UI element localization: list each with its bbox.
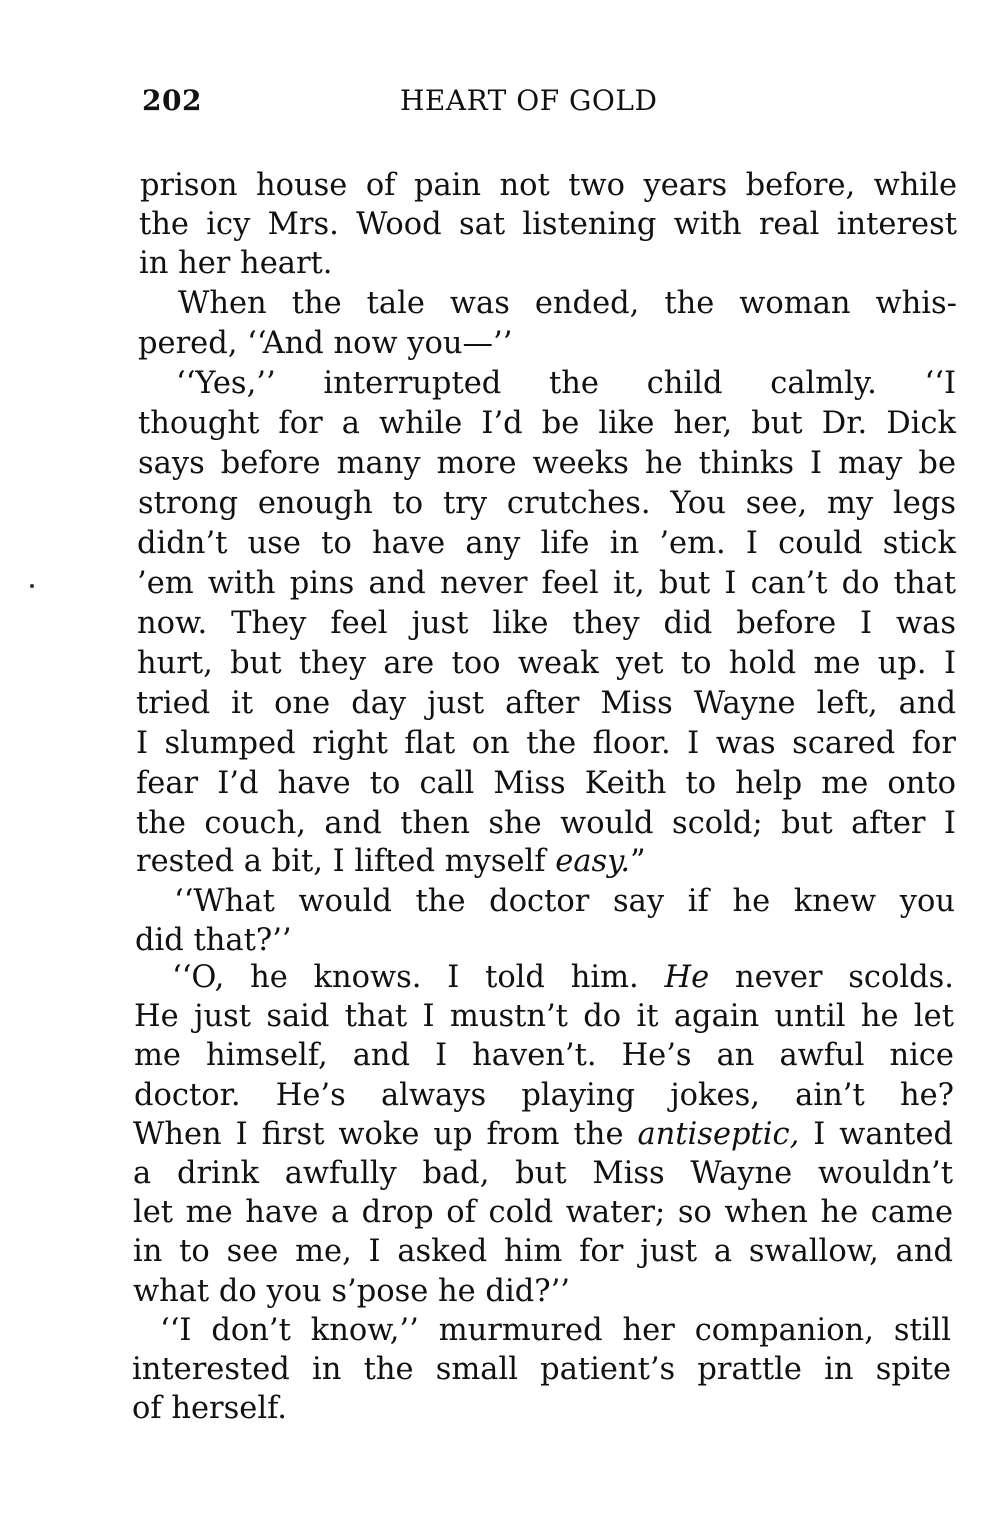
text-line: a drink awfully bad, but Miss Wayne wouldn’t — [133, 1156, 953, 1191]
text-line: fear I’d have to call Miss Keith to help me onto — [136, 766, 956, 801]
text-run: When I first woke up from the — [133, 1117, 638, 1152]
text-line: of herself. — [132, 1391, 287, 1426]
text-line: in her heart. — [139, 246, 333, 281]
text-line: tried it one day just after Miss Wayne left, and — [136, 686, 956, 721]
text-line: didn’t use to have any life in ’em. I could stick — [137, 526, 956, 561]
italic-text: antiseptic, — [637, 1117, 800, 1152]
text-run: never scolds. — [709, 960, 954, 995]
text-line: now. They feel just like they did before I was — [137, 606, 956, 641]
text-line: interested in the small patient’s prattle in spite — [132, 1352, 951, 1387]
text-run: ” — [630, 844, 646, 879]
text-line: pered, ‘‘And now you—’’ — [138, 326, 513, 361]
text-line: the icy Mrs. Wood sat listening with real interest — [139, 207, 957, 242]
text-line: He just said that I mustn’t do it again until he let — [134, 999, 954, 1034]
page-number: 202 — [142, 84, 202, 117]
italic-text: He — [664, 960, 710, 995]
text-line: let me have a drop of cold water; so when he came — [133, 1195, 953, 1230]
text-line: hurt, but they are too weak yet to hold me up. I — [137, 646, 956, 681]
text-line: thought for a while I’d be like her, but Dr. Dick — [138, 406, 956, 441]
text-line: ‘‘Yes,’’ interrupted the child calmly. ‘‘I — [176, 366, 956, 401]
text-line: what do you s’pose he did?’’ — [133, 1274, 570, 1309]
italic-text: easy. — [555, 844, 631, 879]
page-header — [142, 84, 957, 124]
text-line: When the tale was ended, the woman whis- — [178, 286, 957, 321]
text-line — [133, 1115, 953, 1155]
text-run: rested a bit, I lifted myself — [136, 844, 556, 879]
text-line: ’em with pins and never feel it, but I can’t do that — [137, 566, 956, 601]
text-line: strong enough to try crutches. You see, my legs — [138, 486, 956, 521]
text-line: says before many more weeks he thinks I may be — [138, 446, 956, 481]
text-line: ‘‘What would the doctor say if he knew you — [174, 884, 955, 919]
text-line: did that?’’ — [135, 923, 292, 958]
print-speck — [30, 584, 34, 588]
text-line: doctor. He’s always playing jokes, ain’t he? — [134, 1078, 954, 1113]
text-run: ‘‘O, he knows. I told him. — [172, 960, 665, 995]
text-line: the couch, and then she would scold; but after I — [136, 806, 956, 841]
text-line: in to see me, I asked him for just a swallow, and — [133, 1234, 953, 1269]
text-line: prison house of pain not two years before, while — [140, 168, 957, 203]
running-title: HEART OF GOLD — [400, 84, 658, 117]
text-line: I slumped right flat on the floor. I was scared for — [136, 726, 956, 761]
text-line: ‘‘I don’t know,’’ murmured her companion, still — [160, 1313, 951, 1348]
text-line — [136, 842, 646, 882]
text-line — [172, 958, 954, 998]
text-line: me himself, and I haven’t. He’s an awful nice — [134, 1038, 954, 1073]
text-run: I wanted — [799, 1117, 954, 1152]
